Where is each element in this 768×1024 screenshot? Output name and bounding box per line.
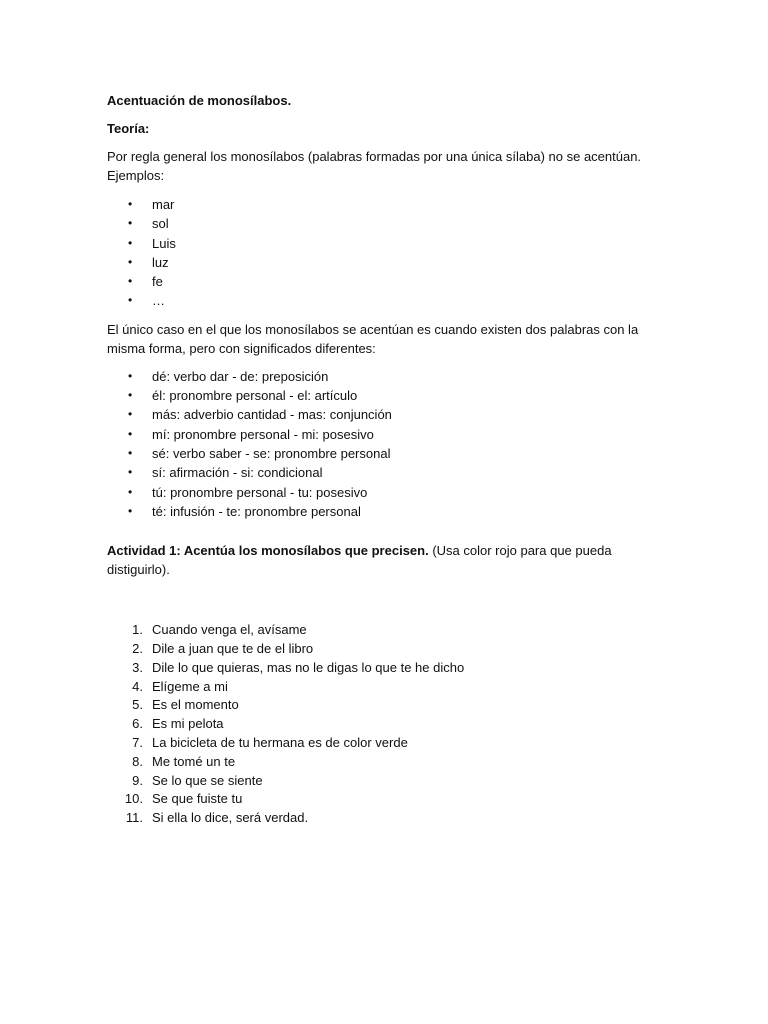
exercise-number: 9. bbox=[132, 772, 143, 788]
exercise-item bbox=[107, 621, 667, 640]
example-item-text: … bbox=[152, 293, 165, 309]
pair-item bbox=[107, 463, 667, 482]
pair-item bbox=[107, 502, 667, 521]
document-page bbox=[107, 91, 667, 828]
exercise-sentence: La bicicleta de tu hermana es de color verde bbox=[152, 734, 408, 750]
bullet-icon: • bbox=[128, 368, 133, 383]
exercise-number: 3. bbox=[132, 659, 143, 675]
pair-item bbox=[107, 425, 667, 444]
monosyllable-pairs-list bbox=[107, 367, 667, 521]
exercise-item bbox=[107, 790, 667, 809]
exercise-sentence: Se lo que se siente bbox=[152, 772, 263, 788]
example-item bbox=[107, 195, 667, 214]
example-item bbox=[107, 253, 667, 272]
exercise-sentence: Dile lo que quieras, mas no le digas lo que te he dicho bbox=[152, 659, 465, 675]
bullet-icon: • bbox=[128, 407, 133, 422]
pair-item bbox=[107, 483, 667, 502]
exercise-item bbox=[107, 753, 667, 772]
bullet-icon: • bbox=[128, 274, 133, 289]
exercise-number: 11. bbox=[125, 810, 143, 826]
example-item bbox=[107, 234, 667, 253]
pair-item-text: mí: pronombre personal - mi: posesivo bbox=[152, 426, 374, 442]
bullet-icon: • bbox=[128, 465, 133, 480]
bullet-icon: • bbox=[128, 293, 133, 308]
pair-item bbox=[107, 367, 667, 386]
exercise-sentence: Se que fuiste tu bbox=[152, 791, 243, 807]
pair-item-text: él: pronombre personal - el: artículo bbox=[152, 388, 358, 404]
bullet-icon: • bbox=[128, 503, 133, 518]
pair-item-text: sé: verbo saber - se: pronombre personal bbox=[152, 445, 391, 461]
example-item bbox=[107, 272, 667, 291]
exercise-number: 7. bbox=[132, 734, 143, 750]
example-item-text: luz bbox=[152, 254, 169, 270]
bullet-icon: • bbox=[128, 426, 133, 441]
exercise-item bbox=[107, 809, 667, 828]
exercise-sentence: Es el momento bbox=[152, 697, 239, 713]
intro-paragraph: Por regla general los monosílabos (palabras formadas por una única sílaba) no se acentúan. bbox=[107, 149, 642, 164]
example-item-text: mar bbox=[152, 197, 175, 212]
pair-item-text: más: adverbio cantidad - mas: conjunción bbox=[152, 407, 392, 423]
example-item-text: fe bbox=[152, 274, 163, 290]
exercise-number: 10. bbox=[124, 791, 143, 807]
exercise-item bbox=[107, 696, 667, 715]
document-title: Acentuación de monosílabos. bbox=[107, 93, 292, 108]
activity-note: (Usa color rojo para que pueda distiguirlo). bbox=[107, 543, 612, 578]
exercise-sentence: Dile a juan que te de el libro bbox=[152, 640, 314, 656]
exercise-item bbox=[107, 715, 667, 734]
exercise-list bbox=[107, 621, 667, 828]
exercise-item bbox=[107, 678, 667, 697]
bullet-icon: • bbox=[128, 254, 133, 269]
example-item bbox=[107, 214, 667, 233]
activity-title: Actividad 1: Acentúa los monosílabos que precisen. bbox=[107, 543, 429, 559]
pair-item-text: dé: verbo dar - de: preposición bbox=[152, 368, 329, 384]
exercise-number: 8. bbox=[132, 753, 143, 769]
exercise-sentence: Es mi pelota bbox=[152, 716, 224, 732]
pair-item bbox=[107, 444, 667, 463]
pair-item-text: sí: afirmación - si: condicional bbox=[152, 465, 323, 481]
example-item-text: Luis bbox=[152, 235, 176, 251]
theory-label: Teoría: bbox=[107, 121, 150, 136]
exercise-number: 2. bbox=[132, 640, 143, 656]
bullet-icon: • bbox=[128, 484, 133, 499]
bullet-icon: • bbox=[128, 445, 133, 460]
exception-paragraph: El único caso en el que los monosílabos se acentúan es cuando existen dos palabras con la misma forma, pero con significados diferentes: bbox=[107, 321, 639, 356]
examples-list bbox=[107, 195, 667, 311]
bullet-icon: • bbox=[128, 388, 133, 403]
exercise-sentence: Elígeme a mi bbox=[152, 678, 228, 694]
exercise-sentence: Si ella lo dice, será verdad. bbox=[152, 810, 309, 826]
exercise-number: 6. bbox=[132, 716, 143, 732]
exercise-sentence: Me tomé un te bbox=[152, 753, 236, 769]
exercise-item bbox=[107, 772, 667, 791]
pair-item-text: té: infusión - te: pronombre personal bbox=[152, 503, 361, 519]
pair-item bbox=[107, 386, 667, 405]
pair-item bbox=[107, 405, 667, 424]
exercise-number: 1. bbox=[132, 622, 143, 638]
bullet-icon: • bbox=[128, 235, 133, 250]
exercise-number: 5. bbox=[132, 697, 143, 713]
pair-item-text: tú: pronombre personal - tu: posesivo bbox=[152, 484, 368, 500]
exercise-number: 4. bbox=[132, 678, 143, 694]
exercise-item bbox=[107, 734, 667, 753]
bullet-icon: • bbox=[128, 197, 133, 211]
exercise-item bbox=[107, 640, 667, 659]
example-item bbox=[107, 291, 667, 310]
example-item-text: sol bbox=[152, 216, 169, 232]
exercise-sentence: Cuando venga el, avísame bbox=[152, 622, 307, 638]
activity-instruction bbox=[107, 541, 667, 579]
exercise-item bbox=[107, 659, 667, 678]
bullet-icon: • bbox=[128, 216, 133, 231]
examples-label: Ejemplos: bbox=[107, 168, 165, 183]
